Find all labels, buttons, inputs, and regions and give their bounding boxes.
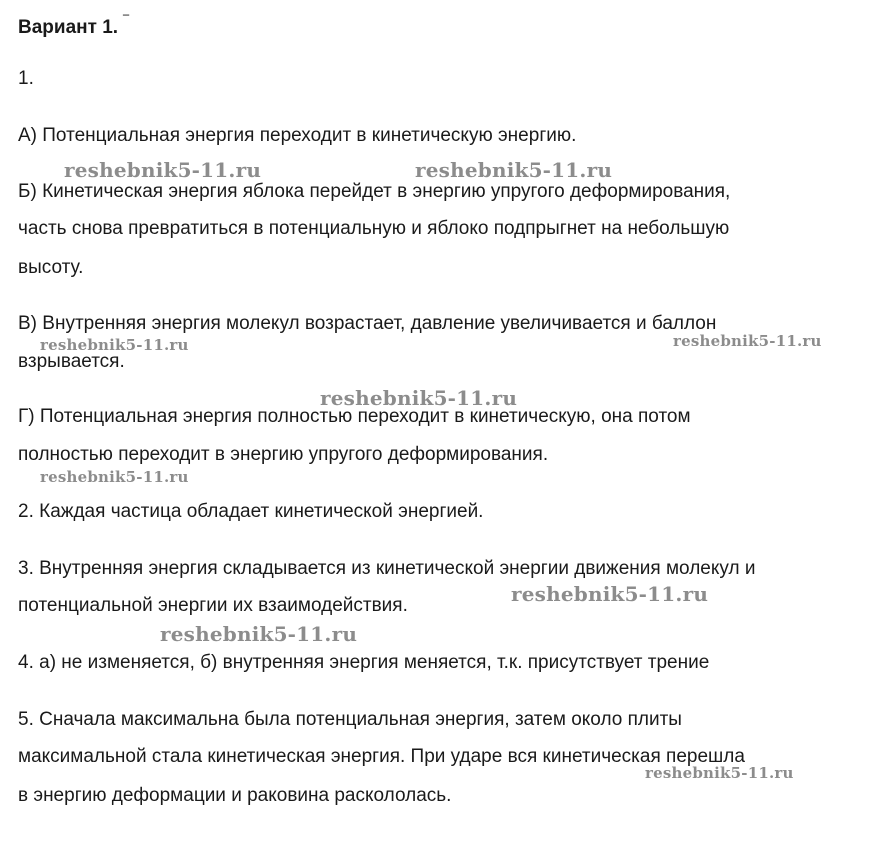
- answer-line: взрывается.: [18, 351, 125, 372]
- answer-line: Г) Потенциальная энергия полностью переходит в кинетическую, она потом: [18, 406, 691, 427]
- title-text: Вариант 1.: [18, 17, 119, 38]
- watermark: reshebnik5-11.ru: [645, 764, 794, 782]
- watermark: reshebnik5-11.ru: [415, 158, 613, 182]
- answer-line: 4. а) не изменяется, б) внутренняя энергия меняется, т.к. присутствует трение: [18, 652, 710, 673]
- watermark: reshebnik5-11.ru: [160, 622, 358, 646]
- watermark: reshebnik5-11.ru: [511, 582, 709, 606]
- watermark: reshebnik5-11.ru: [320, 386, 518, 410]
- watermark: reshebnik5-11.ru: [673, 332, 822, 350]
- answer-line: 2. Каждая частица обладает кинетической энергией.: [18, 501, 484, 522]
- answer-line: Б) Кинетическая энергия яблока перейдет в энергию упругого деформирования,: [18, 181, 731, 202]
- answer-line: А) Потенциальная энергия переходит в кинетическую энергию.: [18, 125, 577, 146]
- watermark: reshebnik5-11.ru: [40, 336, 189, 354]
- answer-line: часть снова превратиться в потенциальную и яблоко подпрыгнет на небольшую: [18, 218, 730, 239]
- answer-line: 1.: [18, 68, 34, 89]
- watermark: reshebnik5-11.ru: [64, 158, 262, 182]
- answer-line: высоту.: [18, 257, 84, 278]
- answer-line: полностью переходит в энергию упругого деформирования.: [18, 444, 549, 465]
- answer-line: в энергию деформации и раковина раскололась.: [18, 785, 452, 806]
- watermark: reshebnik5-11.ru: [40, 468, 189, 486]
- answer-line: 5. Сначала максимальна была потенциальная энергия, затем около плиты: [18, 709, 682, 730]
- answer-line: В) Внутренняя энергия молекул возрастает, давление увеличивается и баллон: [18, 313, 717, 334]
- answer-line: 3. Внутренняя энергия складывается из кинетической энергии движения молекул и: [18, 558, 756, 579]
- title-mark: ‾: [123, 14, 129, 31]
- answer-line: потенциальной энергии их взаимодействия.: [18, 595, 408, 616]
- answer-line: максимальной стала кинетическая энергия. При ударе вся кинетическая перешла: [18, 746, 745, 767]
- document-title: [18, 12, 129, 39]
